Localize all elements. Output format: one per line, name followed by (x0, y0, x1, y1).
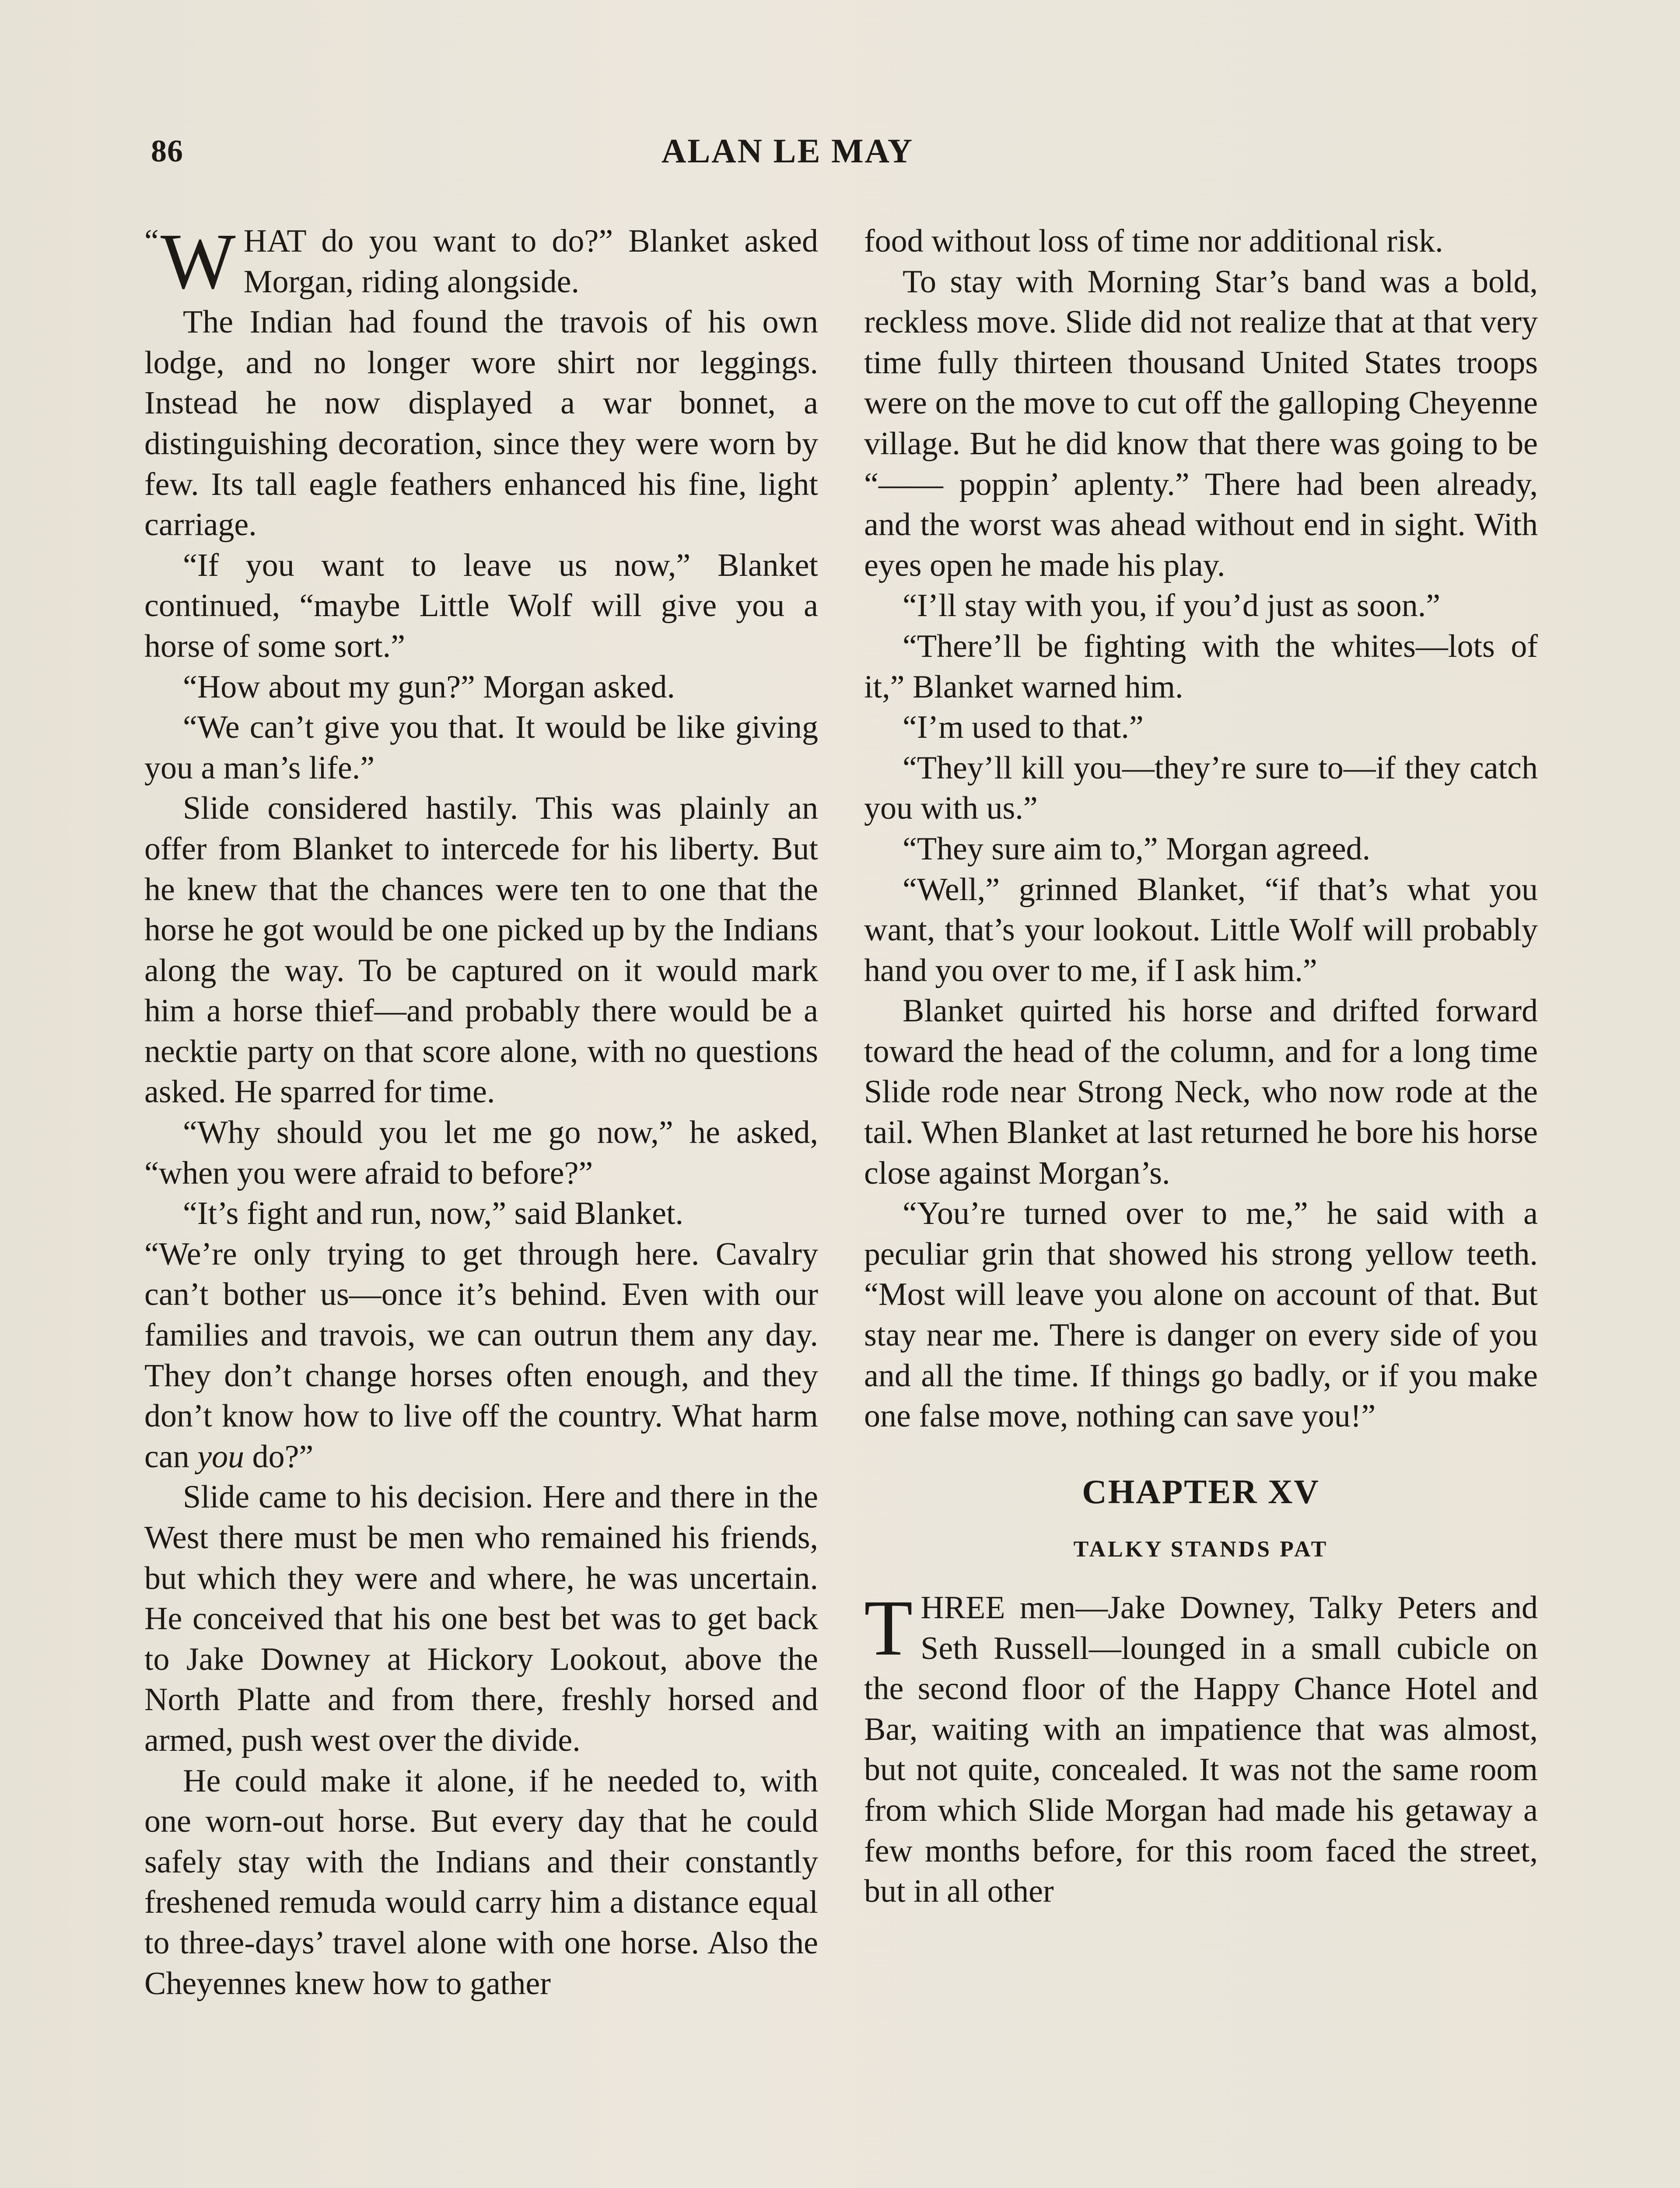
opening-text: HAT do you want to do?” Blanket asked Morgan, riding alongside. (243, 223, 818, 300)
chapter-subtitle: TALKY STANDS PAT (1073, 1537, 1329, 1562)
opening-quote-mark: “ (144, 223, 159, 259)
paragraph: “I’ll stay with you, if you’d just as soon.” (903, 588, 1441, 624)
chapter-title: CHAPTER XV (1082, 1472, 1320, 1511)
running-title: ALAN LE MAY (661, 132, 914, 170)
paragraph: The Indian had found the travois of his own lodge, and no longer wore shirt nor leggings. Instead he now displayed a war bonnet, a distinguishing decoration, since they were worn by few. Its tall eagle feathers enhanced his fine, light carriage. (144, 304, 818, 543)
drop-cap-w: W (160, 217, 236, 305)
blanket-speech-text: “We’re only trying to get through here. Cavalry can’t bother us—once it’s behind. Even with our families and travois, we can outrun them any day. They don’t change horses often enough, and they don’t know how to live off the country. What harm can (144, 1236, 818, 1475)
running-header (147, 127, 1428, 175)
blanket-speech-paragraph (144, 1234, 818, 1477)
paragraph: Blanket quirted his horse and drifted forward toward the head of the column, and for a long time Slide rode near Strong Neck, who now rode at the tail. When Blanket at last returned he bore his horse close against Morgan’s. (864, 993, 1538, 1191)
paragraph: He could make it alone, if he needed to, with one worn-out horse. But every day that he could safely stay with the Indians and their constantly freshened remuda would carry him a distance equal to three-days’ travel alone with one horse. Also the Cheyennes knew how to gather (144, 1763, 818, 2002)
right-column (864, 221, 1538, 1912)
left-column (144, 217, 818, 2004)
paragraph: Slide considered hastily. This was plainly an offer from Blanket to intercede for his liberty. But he knew that the chances were ten to one that the horse he got would be one picked up by the Indians along the way. To be captured on it would mark him a horse thief—and probably there would be a necktie party on that score alone, with no questions asked. He sparred for time. (144, 790, 818, 1110)
paragraph: “It’s fight and run, now,” said Blanket. (183, 1196, 684, 1232)
blanket-speech-end: do?” (244, 1438, 314, 1475)
paragraph: To stay with Morning Star’s band was a bold, reckless move. Slide did not realize that at that very time fully thirteen thousand United States troops were on the move to cut off the galloping Cheyenne village. But he did know that there was going to be “—— poppin’ aplenty.” There had been already, and the worst was ahead without end in sight. With eyes open he made his play. (864, 263, 1538, 583)
paragraph: “If you want to leave us now,” Blanket continued, “maybe Little Wolf will give you a horse of some sort.” (144, 547, 818, 664)
paragraph: “How about my gun?” Morgan asked. (183, 669, 675, 705)
paragraph: “You’re turned over to me,” he said with a peculiar grin that showed his strong yellow teeth. “Most will leave you alone on account of that. But stay near me. There is danger on every side of you and all the time. If things go badly, or if you make one false move, nothing can save you!” (864, 1196, 1538, 1434)
paragraph: “Well,” grinned Blanket, “if that’s what you want, that’s your lookout. Little Wolf will probably hand you over to me, if I ask him.” (864, 871, 1538, 989)
page-number: 86 (151, 133, 183, 168)
continued-paragraph: food without loss of time nor additional risk. (864, 223, 1443, 259)
chapter-opening-paragraph (864, 1584, 1538, 1912)
paragraph: “They sure aim to,” Morgan agreed. (903, 831, 1371, 867)
paragraph: “We can’t give you that. It would be like giving you a man’s life.” (144, 709, 818, 786)
opening-paragraph (144, 217, 818, 305)
italic-you: you (197, 1438, 245, 1475)
drop-cap-t: T (864, 1584, 913, 1672)
paragraph: “I’m used to that.” (903, 709, 1144, 746)
chapter-opening-text: HREE men—Jake Downey, Talky Peters and Seth Russell—lounged in a small cubicle on the second floor of the Happy Chance Hotel and Bar, waiting with an impatience that was almost, but not quite, concealed. It was not the same room from which Slide Morgan had made his getaway a few months before, for this room faced the street, but in all other (864, 1590, 1538, 1910)
paragraph: “There’ll be fighting with the whites—lots of it,” Blanket warned him. (864, 628, 1538, 705)
paragraph: “They’ll kill you—they’re sure to—if they catch you with us.” (864, 750, 1538, 827)
paragraph: “Why should you let me go now,” he asked, “when you were afraid to before?” (144, 1115, 818, 1191)
paragraph: Slide came to his decision. Here and there in the West there must be men who remained his friends, but which they were and where, he was uncertain. He conceived that his one best bet was to get back to Jake Downey at Hickory Lookout, above the North Platte and from there, freshly horsed and armed, push west over the divide. (144, 1479, 818, 1758)
